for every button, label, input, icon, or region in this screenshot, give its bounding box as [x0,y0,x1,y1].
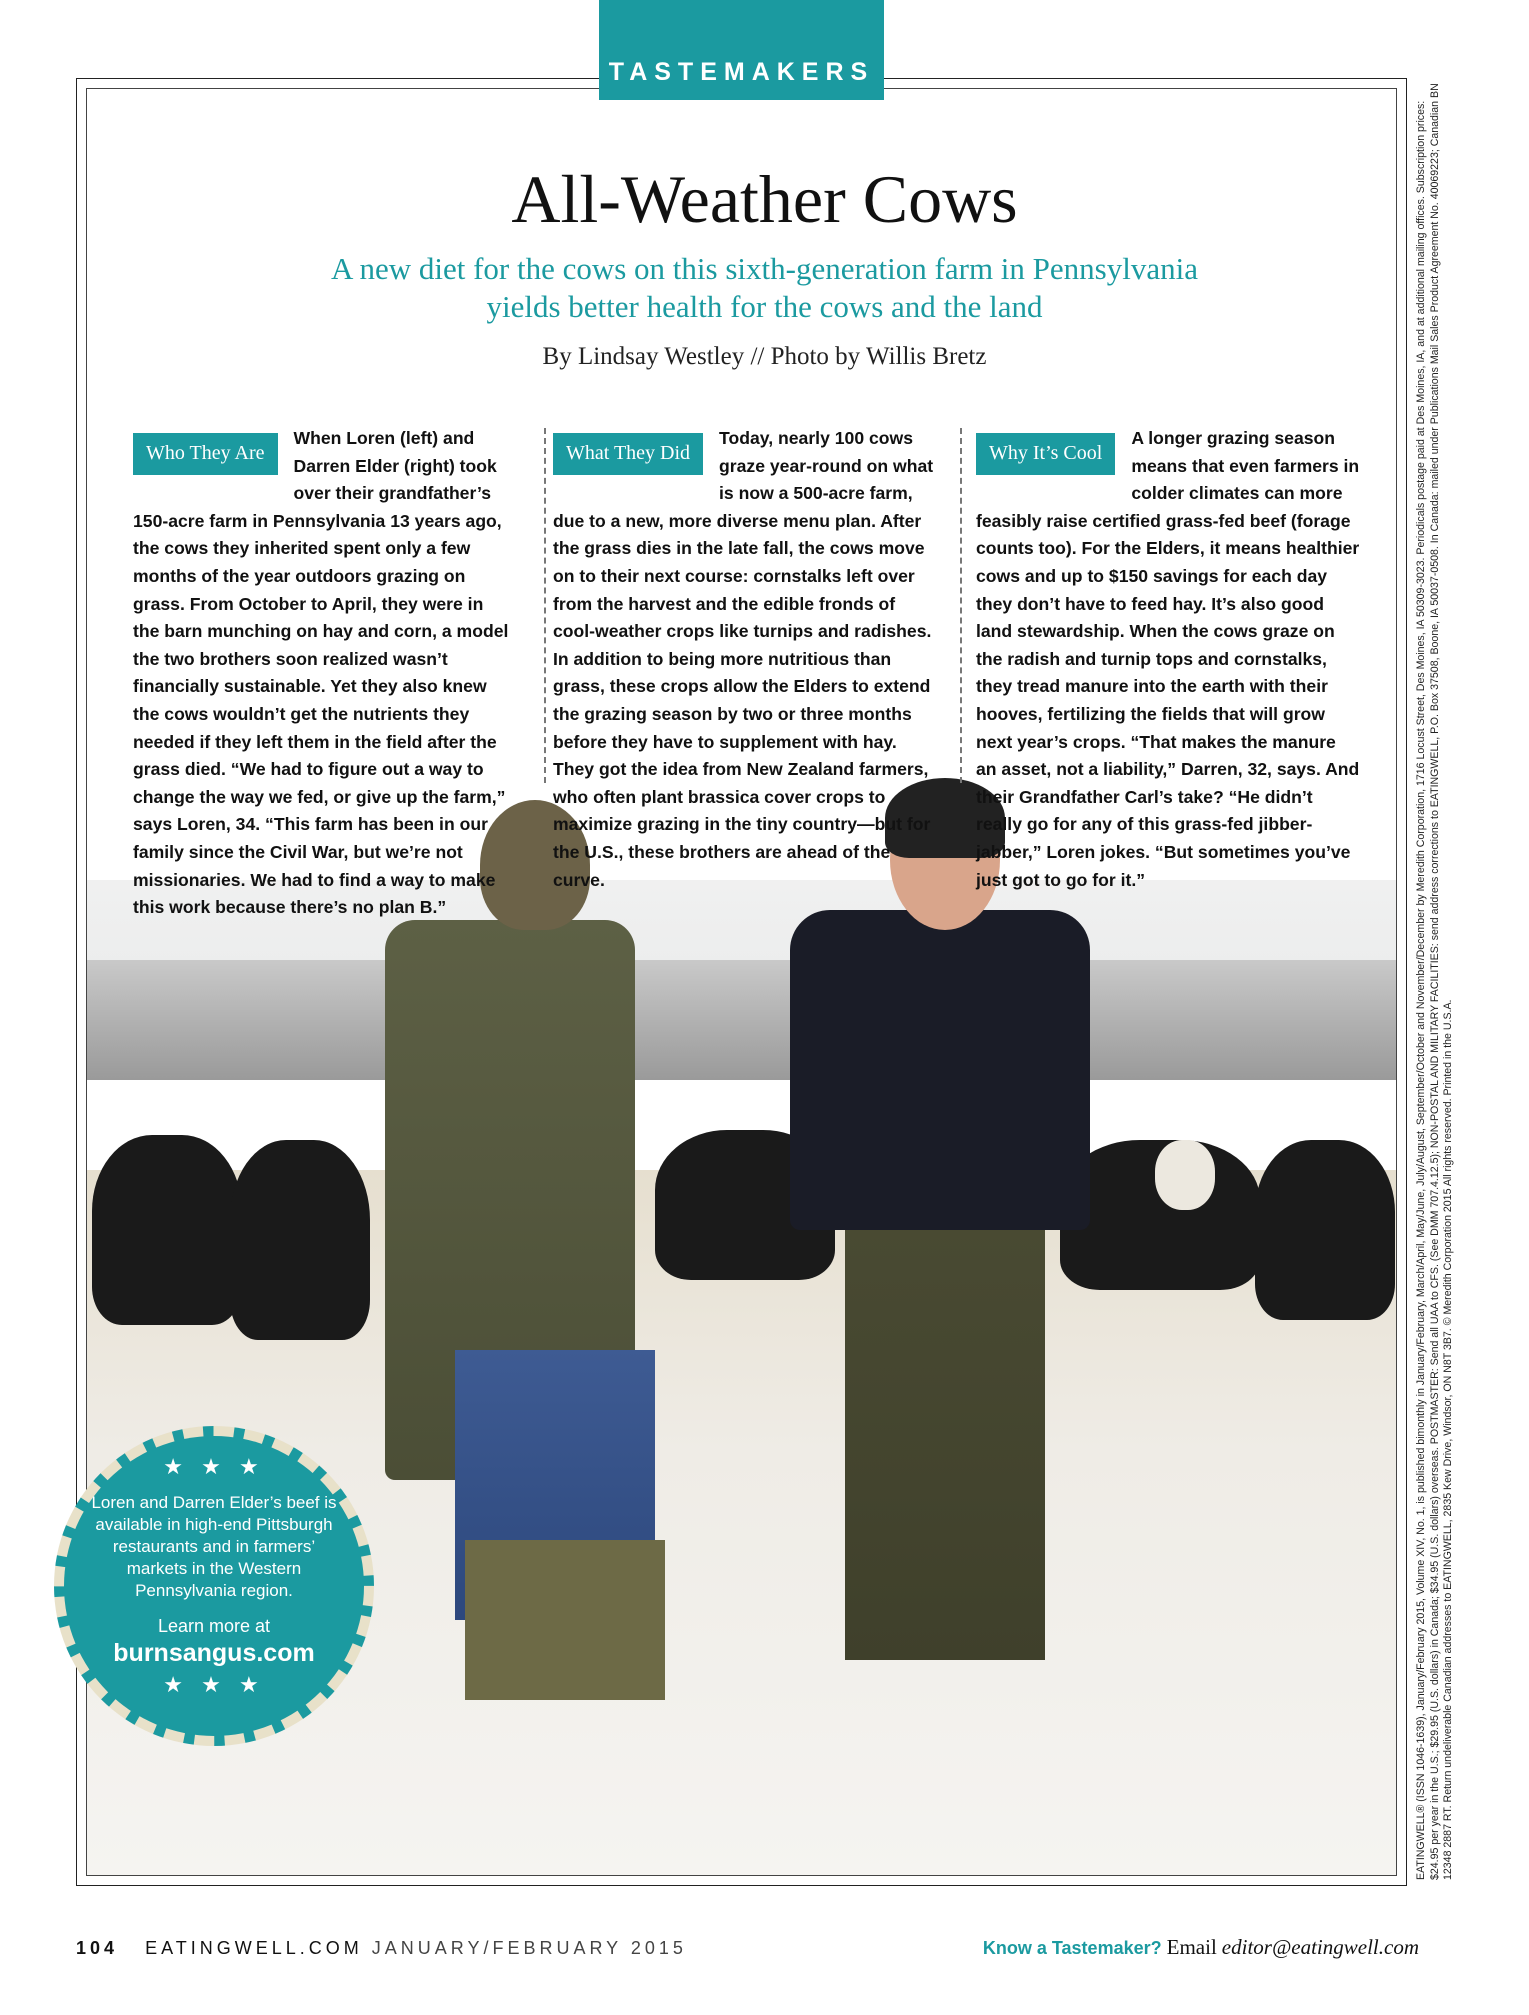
cow [230,1140,370,1340]
footer-date: JANUARY/FEBRUARY 2015 [371,1938,687,1958]
info-badge [54,1426,374,1746]
column-text: A longer grazing season means that even farmers in colder climates can more feasibly raise certified grass-fed beef (forage counts too). For the Elders, it means healthier cows and up to $150 savings for each day they don’t have to feed hay. It’s also good land stewardship. When the cows graze on the radish and turnip tops and cornstalks, they tread manure into the earth with their hooves, fertilizing the fields that will grow next year’s crops. “That makes the manure an asset, not a liability,” Darren, 32, says. And their Grandfather Carl’s take? “He didn’t really go for any of this grass-fed jibber-jabber,” Loren jokes. “But sometimes you’ve just got to go for it.” [976,428,1360,890]
legal-text: EATINGWELL® (ISSN 1046-1639), January/February 2015, Volume XIV, No. 1, is published bimonthly in January/February, March/April, May/June, July/August, September/October and November/December by Meredith Corporation, 1716 Locust Street, Des Moines, IA 50309-3023. Periodicals postage paid at Des Moines, IA, and at additional mailing offices. Subscription prices: $24.95 per year in the U.S.; $29.95 (U.S. dollars) in Canada; $34.95 (U.S. dollars) overseas. POSTMASTER: Send all UAA to CFS. (See DMM 707.4.12.5); NON-POSTAL AND MILITARY FACILITIES: send address corrections to EATINGWELL, P.O. Box 37508, Boone, IA 50037-0508. In Canada: mailed under Publications Mail Sales Product Agreement No. 40069223; Canadian BN 12348 2887 RT. Return undeliverable Canadian addresses to EATINGWELL, 2835 Kew Drive, Windsor, ON N8T 3B7. © Meredith Corporation 2015 All rights reserved. Printed in the U.S.A. [1415,83,1455,1880]
column-why-its-cool [976,425,1361,894]
badge-learn-more: Learn more at [157,1616,271,1636]
footer-question: Know a Tastemaker? [982,1938,1162,1958]
column-label: Who They Are [133,433,278,475]
badge-text: Loren and Darren Elder’s beef is available in high-end Pittsburgh restaurants and in farmers’ markets in the Western Pennsylvania region. [91,1493,337,1600]
cow-white-face [1155,1140,1215,1210]
legal-sidebar [1415,70,1469,1880]
article-subtitle [0,250,1529,326]
star-icon: ★ ★ ★ [163,1672,265,1697]
column-divider [960,428,962,783]
column-who-they-are [133,425,513,922]
footer-folio [76,1938,687,1959]
article-title: All-Weather Cows [511,161,1018,237]
byline: By Lindsay Westley // Photo by Willis Bretz [542,343,987,370]
column-label: Why It’s Cool [976,433,1115,475]
subtitle-line-1: A new diet for the cows on this sixth-generation farm in Pennsylvania [331,251,1198,286]
column-text: When Loren (left) and Darren Elder (right) took over their grandfather’s 150-acre farm in Pennsylvania 13 years ago, the cows they inherited spent only a few months of the year outdoors grazing on grass. From October to April, they were in the barn munching on hay and corn, a model the two brothers soon realized wasn’t financially sustainable. Yet they also knew the cows wouldn’t get the nutrients they needed if they left them in the field after the grass died. “We had to figure out a way to change the way we fed, or give up the farm,” says Loren, 34. “This farm has been in our family since the Civil War, but we’re not missionaries. We had to find a way to make this work because there’s no plan B.” [133,428,509,918]
page-number: 104 [76,1938,119,1958]
man-right-sweatshirt [790,910,1090,1230]
article-columns [133,425,1361,918]
section-tab: TASTEMAKERS [599,0,884,100]
column-text: Today, nearly 100 cows graze year-round on what is now a 500-acre farm, due to a new, more diverse menu plan. After the grass dies in the late fall, the cows move on to their next course: cornstalks left over from the harvest and the edible fronds of cool-weather crops like turnips and radishes. In addition to being more nutritious than grass, these crops allow the Elders to extend the grazing season by two or three months before they have to supplement with hay. They got the idea from New Zealand farmers, who often plant brassica cover crops to maximize grazing in the tiny country—but for the U.S., these brothers are ahead of the curve. [553,428,934,890]
star-icon: ★ ★ ★ [163,1454,265,1479]
footer-email[interactable]: editor@eatingwell.com [1221,1935,1419,1959]
cow [92,1135,242,1325]
photo-hills [87,960,1396,1080]
footer-email-label: Email [1166,1935,1217,1959]
footer-contact [983,1935,1419,1960]
footer-site: EATINGWELL.COM [145,1938,363,1958]
column-divider [544,428,546,783]
column-label: What They Did [553,433,703,475]
column-what-they-did [553,425,938,894]
cow [1255,1140,1395,1320]
subtitle-line-2: yields better health for the cows and the land [486,289,1043,324]
man-left-boots [465,1540,665,1700]
badge-link[interactable]: burnsangus.com [113,1639,315,1667]
